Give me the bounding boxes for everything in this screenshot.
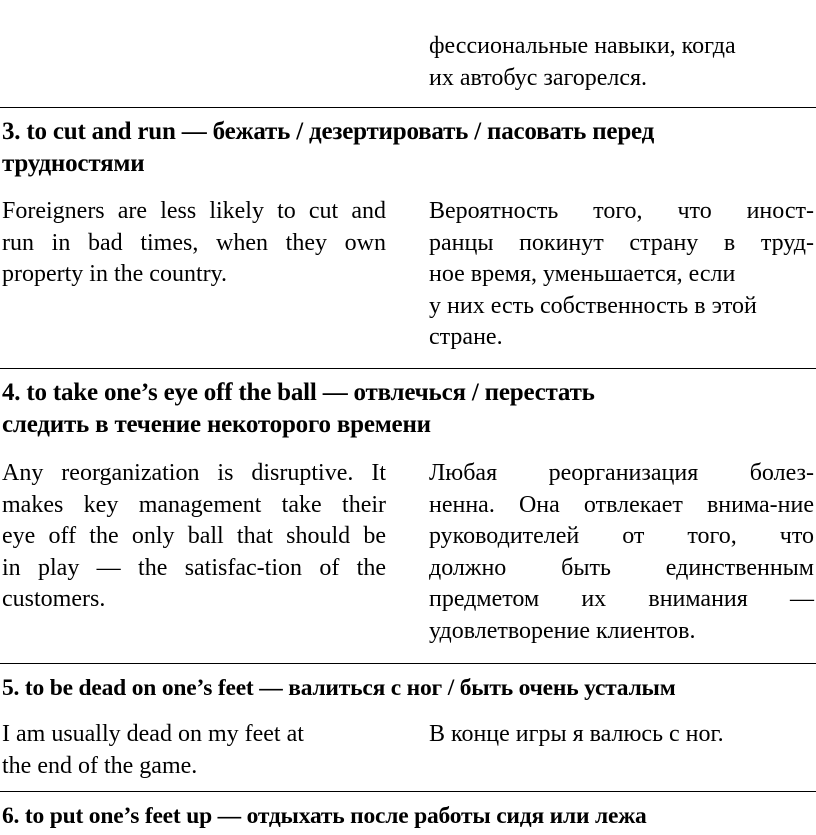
text-line: customers.: [2, 586, 106, 612]
text-line: Вероятность того, что иност-: [429, 198, 814, 224]
text-line: ное время, уменьшается, если: [429, 261, 736, 287]
text-line: property in the country.: [2, 261, 228, 287]
heading-line: 5. to be dead on one’s feet — валиться с ног / быть очень усталым: [2, 675, 676, 701]
text-line: makes key management take their: [2, 491, 386, 518]
text-line: eye off the only ball that should be: [2, 523, 386, 549]
text-line: Любая реорганизация болез-: [429, 460, 814, 486]
heading-line: трудностями: [2, 150, 145, 177]
text-line: the end of the game.: [2, 752, 198, 779]
text-line: В конце игры я валюсь с ног.: [429, 721, 724, 747]
entry-4-example-ru: [429, 458, 814, 647]
divider: [0, 663, 816, 664]
text-line: Foreigners are less likely to cut and: [2, 198, 386, 224]
entry-5-example-en: [2, 719, 386, 782]
entry-3-example-en: [2, 196, 386, 291]
heading-line: следить в течение некоторого времени: [2, 411, 431, 438]
heading-line: 4. to take one’s eye off the ball — отвлечься / перестать: [2, 379, 595, 406]
text-line: in play — the satisfac-tion of the: [2, 554, 386, 581]
text-line: I am usually dead on my feet at: [2, 721, 304, 747]
divider: [0, 791, 816, 792]
entry-4-example-en: [2, 458, 386, 616]
text-line: фессиональные навыки, когда: [429, 33, 736, 59]
divider: [0, 107, 816, 108]
text-line: ранцы покинут страну в труд-: [429, 229, 814, 256]
entry-5-heading: [2, 672, 812, 704]
heading-line: 6. to put one’s feet up — отдыхать после работы сидя или лежа: [2, 803, 647, 829]
text-line: их автобус загорелся.: [429, 64, 648, 91]
text-line: Any reorganization is disruptive. It: [2, 460, 386, 486]
text-line: должно быть единственным: [429, 554, 814, 581]
text-line: стране.: [429, 324, 503, 350]
entry-3-heading: [2, 116, 812, 180]
entry-5-example-ru: [429, 719, 814, 751]
entry-3-example-ru: [429, 196, 814, 354]
text-line: ненна. Она отвлекает внима-ние: [429, 491, 814, 518]
continuation-translation: [429, 31, 814, 94]
divider: [0, 368, 816, 369]
text-line: удовлетворение клиентов.: [429, 617, 696, 644]
entry-6-heading: [2, 800, 812, 832]
text-line: руководителей от того, что: [429, 523, 814, 549]
heading-line: 3. to cut and run — бежать / дезертировать / пасовать перед: [2, 118, 655, 145]
entry-4-heading: [2, 377, 812, 441]
text-line: run in bad times, when they own: [2, 229, 386, 256]
text-line: у них есть собственность в этой: [429, 292, 757, 319]
text-line: предметом их внимания —: [429, 586, 814, 612]
